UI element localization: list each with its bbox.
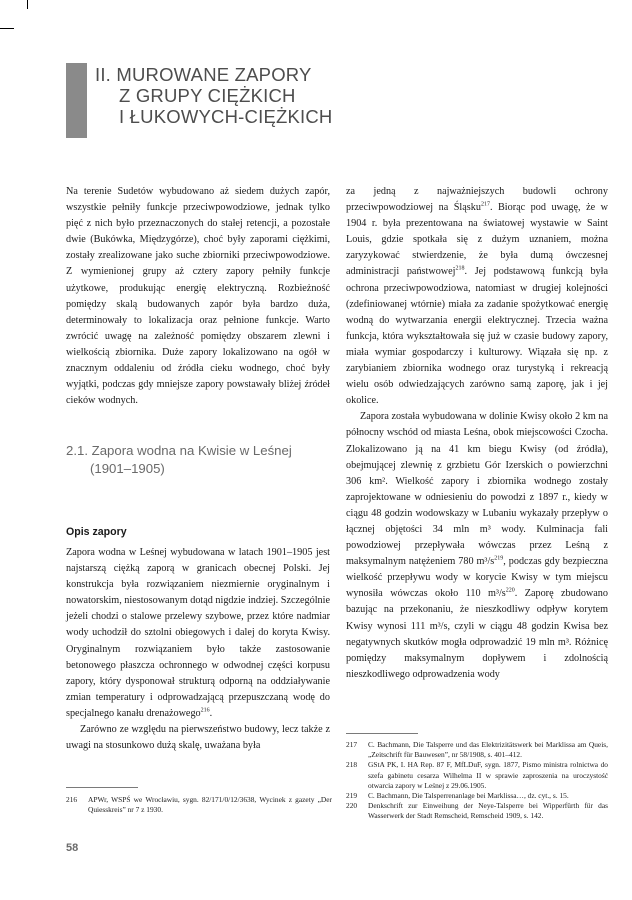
footnote-ref[interactable]: 218 [455,266,465,273]
body-paragraph [346,409,608,683]
right-column [346,184,608,683]
footnote-ref[interactable]: 217 [480,201,490,208]
body-paragraph [66,545,330,722]
footnote-text: Denkschrift zur Einweihung der Neye-Talsperre bei Wipperfürth für das Wasserwerk der Stadt Remscheid, Remscheid 1909, s. 142. [368,801,608,821]
left-column-body [66,545,330,754]
footnotes-left [66,795,332,815]
chapter-accent-bar [66,63,87,138]
footnote-number: 220 [346,801,358,811]
footnote-number: 216 [66,795,78,804]
footnote-divider [346,733,418,734]
footnote [346,740,608,760]
section-heading-line-2: (1901–1905) [90,461,165,476]
paragraph-text: . Biorąc pod uwagę, że w 1904 r. była prezentowana na światowej wystawie w Saint Louis, gdzie spotkała się z dużym uznaniem, można zaryzykować stwierdzenie, że była dumą ówczesnej administracji państwowej [346,202,608,278]
paragraph-text: Zapora została wybudowana w dolinie Kwisy około 2 km na północny wschód od miasta Leśna, obok miejscowości Czocha. Zlokalizowano ją na 41 km biegu Kwisy (od źródła), obejmującej zlewnię z grzbietu Gór Izerskich o powierzchni 306 km². Wielkość zapory i zbiornika wodnego zostały zaprojektowane w odniesieniu do powodzi z 1897 r., kiedy w ciągu 48 godzin wodowskazy w Lubaniu wykazały przepływ o łącznej objętości 34 mln m³ wody. Kulminacja fali powodziowej przepływała wówczas przez Leśną z maksymalnym natężeniem 780 m³/s [346,411,608,568]
paragraph-text: za jedną z najważniejszych budowli ochrony przeciwpowodziowej na Śląsku [346,186,608,214]
paragraph-text: . [209,707,213,719]
body-paragraph [346,184,608,409]
section-heading [66,442,332,478]
footnote-ref[interactable]: 219 [494,555,504,562]
footnote-text: APWr, WSPŚ we Wrocławiu, sygn. 82/171/0/12/3638, Wycinek z gazety „Der Quiesskreis” nr 7 z 1930. [88,795,332,815]
paragraph-text: . Zaporę zbudowano bazując na przekonaniu, że nieszkodliwy odpływ korytem Kwisy wynosi 111 m³/s, czyli w ciągu 48 godzin Kwisa bez negatywnych skutków mogła odprowadzić 19 mln m³. Różnicę pomiędzy maksymalnym dopływem i zdolnością nieszkodliwego odprowadzenia wody [346,588,608,680]
subsection-title: Opis zapory [66,526,127,538]
intro-paragraph: Na terenie Sudetów wybudowano aż siedem dużych zapór, wszystkie pełniły funkcje przeciwpowodziowe, jednak tylko pięć z nich było przeznaczonych do stałej retencji, a pozostałe dwie (Bukówka, Międzygórze), choć były zaporami ciężkimi, zostały zrealizowane jako suche zbiorniki przeciwpowodziowe. Z wymienionej grupy aż cztery zapory pełniły funkcje użytkowe, produkując energię elektryczną. Rozbieżność pomiędzy skalą budowanych zapór była bardzo duża, determinowały to lokalizacja oraz pełnione funkcje. Warto zwrócić uwagę na zależność pomiędzy obszarem zlewni i wielkością zbiornika. Duże zapory lokalizowano na ogół w znacznym oddaleniu od źródła cieku wodnego, choć były wyjątki, podczas gdy mniejsze zapory powstawały bliżej źródeł cieków wodnych. [66,186,330,407]
paragraph-text: , podczas gdy bezpieczna wielkość przepływu wody w korycie Kwisy w tym miejscu wynosiła wówczas około 110 m³/s [346,556,608,600]
chapter-title-line-1: II. MUROWANE ZAPORY [95,64,312,85]
footnote [346,791,608,801]
footnote-ref[interactable]: 220 [505,587,515,594]
chapter-title-line-2: Z GRUPY CIĘŻKICH [119,85,296,106]
page-number: 58 [66,842,79,854]
chapter-title [95,64,395,127]
chapter-title-line-3: I ŁUKOWYCH-CIĘŻKICH [119,106,333,127]
footnote [346,801,608,821]
footnote-text: GStA PK, I. HA Rep. 87 F, MfLDuF, sygn. 1877, Pismo ministra rolnictwa do szefa gabinetu cesarza Wilhelma II w sprawie zaproszenia na uroczystość otwarcia zapory w Leśnej z 29.06.1905. [368,760,608,790]
footnote-ref[interactable]: 216 [200,707,210,714]
footnotes-right [346,740,608,822]
paragraph-text: Zapora wodna w Leśnej wybudowana w latach 1901–1905 jest najstarszą ciężką zaporą w granicach obecnej Polski. Jej konstrukcja była rozwiązaniem niezmiernie oryginalnym i nowatorskim, niestosowanym dotąd nigdzie indziej. Szczególnie jeżeli chodzi o stalowe przelewy szybowe, przez które nadmiar wody uchodził do sztolni obiegowych i dalej do koryta Kwisy. Oryginalnym rozwiązaniem było także zastosowanie betonowego płaszcza ochronnego w odwodnej części korpusu zapory, który dysponował strukturą odporną na oddziaływanie zmian temperatury i odprowadzającą przepuszczaną wodę do specjalnego kanału drenażowego [66,547,330,719]
footnote [66,795,332,815]
footnote-number: 217 [346,740,358,749]
body-paragraph: Zarówno ze względu na pierwszeństwo budowy, lecz także z uwagi na stosunkowo dużą skalę, uważana była [66,724,330,752]
paragraph-text: . Jej podstawową funkcją była ochrona przeciwpowodziowa, natomiast w drugiej kolejności (zdefiniowanej wtórnie) miała za zadanie spożytkować energię wodną do wytwarzania energii elektrycznej. Trzecia ważna funkcja, która wykształtowała się już w czasie budowy zapory, miała wymiar gospodarczy i kulturowy. Wiązała się np. z zarybianiem zbiornika wodnego oraz turystyką i rekreacją wielu osób odwiedzających zarówno samą zaporę, jak i jej okolice. [346,266,608,407]
footnote [346,760,608,791]
crop-mark-vertical [27,0,28,9]
section-heading-line-1: 2.1. Zapora wodna na Kwisie w Leśnej [66,443,292,458]
crop-mark-horizontal [0,28,14,29]
footnote-number: 218 [346,760,358,770]
footnote-text: C. Bachmann, Die Talsperrenanlage bei Marklissa…, dz. cyt., s. 15. [368,791,569,801]
footnote-number: 219 [346,791,358,801]
footnote-divider [66,787,138,788]
left-column-intro [66,184,330,409]
footnote-text: C. Bachmann, Die Talsperre und das Elektrizitätswerk bei Marklissa am Queis, „Zeitschrift für Bauwesen”, nr 58/1908, s. 401–412. [368,740,608,760]
